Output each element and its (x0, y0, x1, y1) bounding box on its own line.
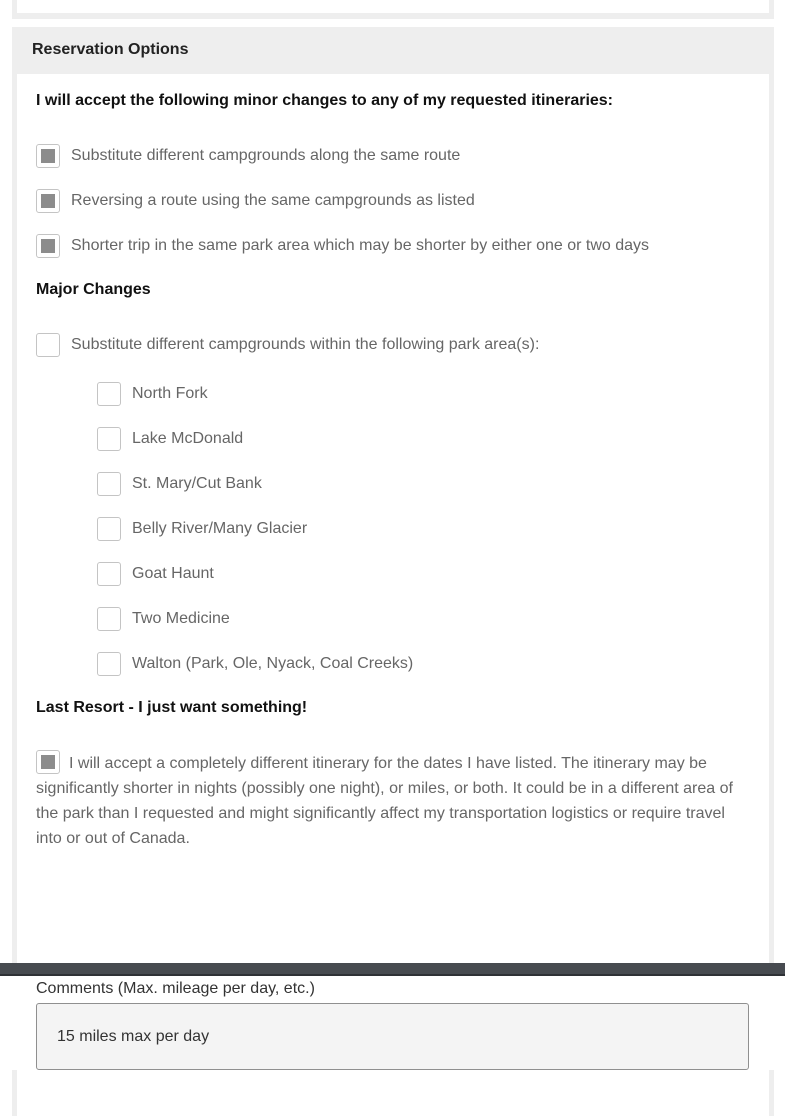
checkbox-substitute-area[interactable] (36, 333, 60, 357)
option-label: Substitute different campgrounds within the following park area(s): (71, 336, 540, 353)
minor-changes-heading: I will accept the following minor changes to any of my requested itineraries: (36, 92, 614, 109)
comments-input[interactable]: 15 miles max per day (36, 1003, 749, 1070)
minor-option-substitute-route[interactable] (36, 144, 460, 168)
option-label: Lake McDonald (132, 430, 244, 447)
option-label: Substitute different campgrounds along the same route (71, 147, 461, 164)
panel-header (12, 27, 774, 74)
option-label: Two Medicine (132, 610, 230, 627)
option-label: Shorter trip in the same park area which may be shorter by either one or two days (71, 237, 650, 254)
previous-panel-frame (12, 0, 774, 19)
checkbox-two-medicine[interactable] (97, 607, 121, 631)
area-option-north-fork[interactable] (97, 382, 208, 406)
last-resort-option[interactable] (36, 750, 750, 851)
checkbox-walton[interactable] (97, 652, 121, 676)
major-changes-heading: Major Changes (36, 281, 151, 298)
area-option-two-medicine[interactable] (97, 607, 230, 631)
last-resort-label: I will accept a completely different itinerary for the dates I have listed. The itinerary may be significantly shorter in nights (possibly one night), or miles, or both. It could be in a different area of the park than I requested and might significantly affect my transportation logistics or require travel into or out of Canada. (36, 755, 733, 847)
option-label: Reversing a route using the same campgrounds as listed (71, 192, 475, 209)
previous-panel-body (17, 0, 769, 13)
checkbox-substitute-route[interactable] (36, 144, 60, 168)
area-option-walton[interactable] (97, 652, 413, 676)
minor-option-shorter-trip[interactable] (36, 234, 649, 258)
checkbox-last-resort[interactable] (36, 750, 60, 774)
option-label: Walton (Park, Ole, Nyack, Coal Creeks) (132, 655, 414, 672)
area-option-lake-mcdonald[interactable] (97, 427, 243, 451)
checkbox-belly-river[interactable] (97, 517, 121, 541)
checkbox-shorter-trip[interactable] (36, 234, 60, 258)
panel-edge-left (12, 1070, 17, 1116)
panel-title: Reservation Options (32, 41, 189, 58)
option-label: St. Mary/Cut Bank (132, 475, 262, 492)
option-label: Goat Haunt (132, 565, 214, 582)
area-option-st-mary-cut-bank[interactable] (97, 472, 262, 496)
panel-edge-right (769, 1070, 774, 1116)
checkbox-reverse-route[interactable] (36, 189, 60, 213)
divider-bar (0, 963, 785, 976)
panel-body (17, 74, 769, 1116)
last-resort-heading: Last Resort - I just want something! (36, 699, 308, 716)
checkbox-lake-mcdonald[interactable] (97, 427, 121, 451)
checkbox-st-mary-cut-bank[interactable] (97, 472, 121, 496)
area-option-goat-haunt[interactable] (97, 562, 214, 586)
comments-section (0, 976, 785, 1116)
checkbox-goat-haunt[interactable] (97, 562, 121, 586)
option-label: Belly River/Many Glacier (132, 520, 308, 537)
checkbox-north-fork[interactable] (97, 382, 121, 406)
area-option-belly-river[interactable] (97, 517, 307, 541)
option-label: North Fork (132, 385, 208, 402)
comments-label: Comments (Max. mileage per day, etc.) (36, 980, 315, 997)
major-option-substitute-area[interactable] (36, 333, 539, 357)
minor-option-reverse-route[interactable] (36, 189, 475, 213)
